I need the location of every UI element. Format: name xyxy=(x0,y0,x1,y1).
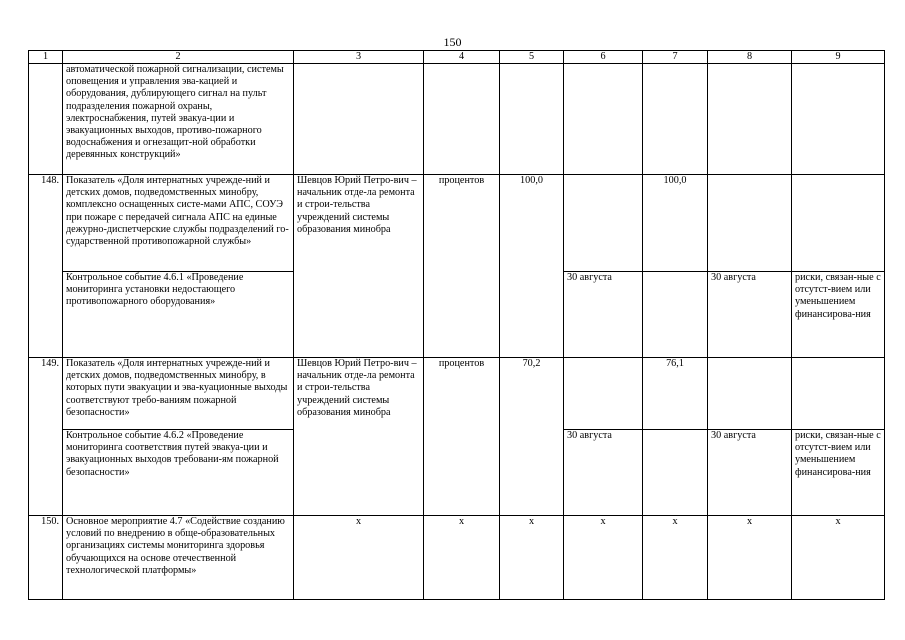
unit: процентов xyxy=(424,175,500,358)
x-mark: х xyxy=(500,516,564,600)
value-col9 xyxy=(792,358,885,430)
x-mark: х xyxy=(424,516,500,600)
responsible-person: Шевцов Юрий Петро-вич – начальник отде-ла ремонта и строи-тельства учреждений системы образования минобра xyxy=(294,175,424,358)
row-number: 148. xyxy=(29,175,63,358)
column-header-row xyxy=(29,51,885,64)
event-col7 xyxy=(643,272,708,358)
column-header: 4 xyxy=(424,51,500,64)
table-row xyxy=(29,358,885,430)
table-row xyxy=(29,175,885,272)
value-col5: 100,0 xyxy=(500,175,564,358)
indicator-text: Показатель «Доля интернатных учрежде-ний и детских домов, подведомственных минобру, в которых пути эвакуации и эва-куационные выходы соответствуют требо-ваниям пожарной безопасности» xyxy=(63,358,294,430)
row-number: 150. xyxy=(29,516,63,600)
x-mark: х xyxy=(294,516,424,600)
value-col6 xyxy=(564,175,643,272)
value-col8 xyxy=(708,358,792,430)
column-header: 2 xyxy=(63,51,294,64)
table-row xyxy=(29,516,885,600)
risk-text: риски, связан-ные с отсутст-вием или уменьшением финансирова-ния xyxy=(792,272,885,358)
responsible-person: Шевцов Юрий Петро-вич – начальник отде-ла ремонта и строи-тельства учреждений системы образования минобра xyxy=(294,358,424,516)
column-header: 8 xyxy=(708,51,792,64)
event-date-col6: 30 августа xyxy=(564,430,643,516)
event-col7 xyxy=(643,430,708,516)
x-mark: х xyxy=(708,516,792,600)
activity-text: Основное мероприятие 4.7 «Содействие созданию условий по внедрению в обще-образовательных организациях системы мониторинга здоровья обучающихся на основе отечественной технологической платформы» xyxy=(63,516,294,600)
risk-text: риски, связан-ные с отсутст-вием или уменьшением финансирова-ния xyxy=(792,430,885,516)
column-header: 3 xyxy=(294,51,424,64)
value-col6 xyxy=(564,358,643,430)
control-event-text: Контрольное событие 4.6.1 «Проведение мониторинга установки недостающего противопожарного оборудования» xyxy=(63,272,294,358)
column-header: 7 xyxy=(643,51,708,64)
x-mark: х xyxy=(792,516,885,600)
value-col8 xyxy=(708,175,792,272)
event-date-col6: 30 августа xyxy=(564,272,643,358)
value-col7: 76,1 xyxy=(643,358,708,430)
column-header: 1 xyxy=(29,51,63,64)
row-number xyxy=(29,64,63,175)
indicator-text: Показатель «Доля интернатных учрежде-ний и детских домов, подведомственных минобру, комплексно оснащенных систе-мами АПС, СОУЭ при пожаре с передачей сигнала АПС на единые дежурно-диспетчерские службы подразделений го-сударственной противопожарной службы» xyxy=(63,175,294,272)
continuation-row xyxy=(29,64,885,175)
x-mark: х xyxy=(643,516,708,600)
program-table xyxy=(28,50,885,600)
control-event-text: Контрольное событие 4.6.2 «Проведение мониторинга соответствия путей эвакуа-ции и эвакуационных выходов требовани-ям пожарной безопасности» xyxy=(63,430,294,516)
event-date-col8: 30 августа xyxy=(708,430,792,516)
event-date-col8: 30 августа xyxy=(708,272,792,358)
column-header: 9 xyxy=(792,51,885,64)
column-header: 5 xyxy=(500,51,564,64)
value-col7: 100,0 xyxy=(643,175,708,272)
continuation-text: автоматической пожарной сигнализации, системы оповещения и управления эва-кацией и оборудования, дублирующего сигнал на пульт подразделения пожарной охраны, электроснабжения, путей эвакуа-ции и эвакуационных выходов, противо-пожарного водоснабжения и огнезащит-ной обработки деревянных конструкций» xyxy=(63,64,294,175)
row-number: 149. xyxy=(29,358,63,516)
x-mark: х xyxy=(564,516,643,600)
column-header: 6 xyxy=(564,51,643,64)
value-col9 xyxy=(792,175,885,272)
value-col5: 70,2 xyxy=(500,358,564,516)
unit: процентов xyxy=(424,358,500,516)
page-number: 150 xyxy=(443,35,462,49)
